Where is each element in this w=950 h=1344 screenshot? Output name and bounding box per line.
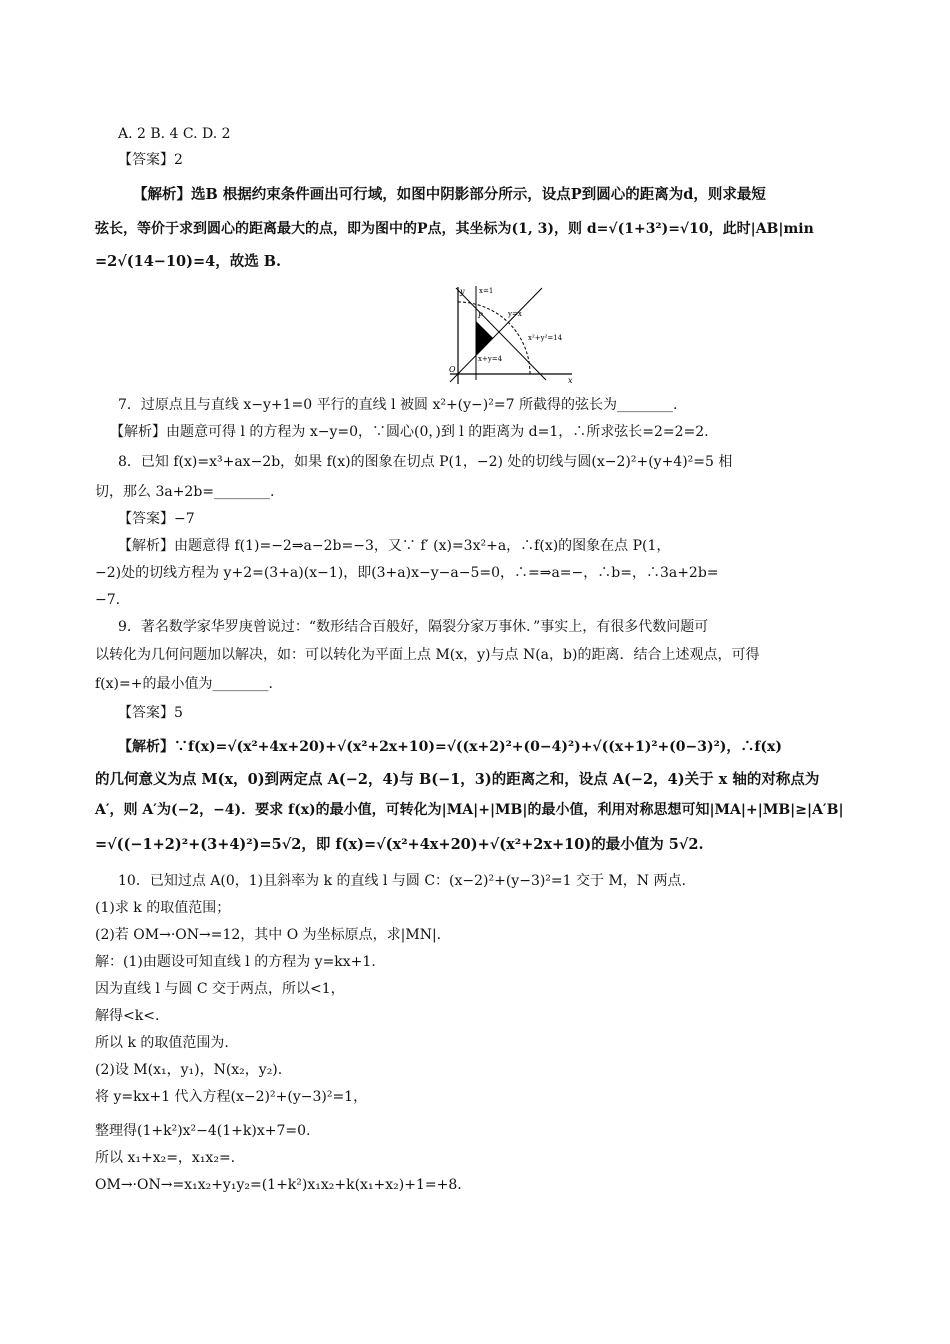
answer-line: 【答案】−7 — [118, 511, 195, 527]
analysis-line: 的几何意义为点 M(x，0)到两定点 A(−2，4)与 B(−1，3)的距离之和，设点 A(−2，4)关于 x 轴的对称点为 — [95, 771, 820, 788]
point-p-label: P — [478, 312, 483, 320]
solution-line: (1)求 k 的取值范围； — [95, 900, 231, 916]
answer-line: 【答案】2 — [118, 152, 183, 168]
solution-line: (2)若 OM→·ON→=12，其中 O 为坐标原点，求|MN|. — [95, 927, 442, 943]
analysis-line: 【解析】选B 根据约束条件画出可行域，如图中阴影部分所示，设点P到圆心的距离为d，则求最短 — [133, 186, 766, 203]
solution-line: (2)设 M(x₁，y₁)，N(x₂，y₂). — [95, 1062, 283, 1078]
answer-line: 【答案】5 — [118, 705, 183, 721]
analysis-line: 弦长，等价于求到圆心的距离最大的点，即为图中的P点，其坐标为(1, 3)，则 d=√(1+3²)=√10，此时|AB|min — [95, 221, 814, 237]
circle-label: x²+y²=14 — [528, 334, 563, 342]
solution-line: 所以 x₁+x₂=，x₁x₂=. — [95, 1150, 236, 1166]
origin-label: O — [449, 365, 456, 374]
question-7: 7．过原点且与直线 x−y+1=0 平行的直线 l 被圆 x²+(y−)²=7 所截得的弦长为________. — [118, 397, 678, 413]
y-axis-label: y — [460, 287, 465, 296]
question-8: 切，那么 3a+2b=________. — [95, 484, 275, 500]
analysis-line: 【解析】∵f(x)=√(x²+4x+20)+√(x²+2x+10)=√((x+2)²+(0−4)²)+√((x+1)²+(0−3)²)，∴f(x) — [118, 739, 783, 755]
solution-line: 将 y=kx+1 代入方程(x−2)²+(y−3)²=1， — [95, 1089, 368, 1105]
analysis-line: −7. — [95, 592, 121, 608]
solution-line: 解：(1)由题设可知直线 l 的方程为 y=kx+1. — [95, 954, 376, 970]
analysis-line: 【解析】由题意得 f(1)=−2⇒a−2b=−3，又∵ f′ (x)=3x²+a，∴f(x)的图象在点 P(1， — [118, 538, 671, 554]
question-9: 以转化为几何问题加以解决，如：可以转化为平面上点 M(x，y)与点 N(a，b)的距离．结合上述观点，可得 — [95, 647, 760, 663]
question-8: 8．已知 f(x)=x³+ax−2b，如果 f(x)的图象在切点 P(1，−2) 处的切线与圆(x−2)²+(y+4)²=5 相 — [118, 454, 733, 470]
line-yx-label: y=x — [508, 310, 522, 318]
analysis-line: 【解析】由题意可得 l 的方程为 x−y=0，∵圆心(0，)到 l 的距离为 d=1，∴所求弦长=2=2=2. — [110, 424, 709, 440]
solution-line: 所以 k 的取值范围为. — [95, 1035, 229, 1051]
options-line: A. 2 B. 4 C. D. 2 — [118, 126, 231, 142]
question-9: f(x)=+的最小值为________. — [95, 676, 273, 692]
shaded-region — [476, 321, 493, 355]
solution-line: OM→·ON→=x₁x₂+y₁y₂=(1+k²)x₁x₂+k(x₁+x₂)+1=+8. — [95, 1177, 462, 1193]
analysis-line: −2)处的切线方程为 y+2=(3+a)(x−1)，即(3+a)x−y−a−5=0，∴=⇒a=−，∴b=，∴3a+2b= — [95, 565, 719, 581]
line-xy4-label: x+y=4 — [478, 355, 503, 363]
analysis-line: =2√(14−10)=4，故选 B. — [95, 253, 282, 270]
solution-line: 因为直线 l 与圆 C 交于两点，所以<1， — [95, 981, 345, 997]
analysis-line: =√((−1+2)²+(3+4)²)=5√2，即 f(x)=√(x²+4x+20)+√(x²+2x+10)的最小值为 5√2. — [95, 836, 704, 853]
question-9: 9．著名数学家华罗庚曾说过：“数形结合百般好，隔裂分家万事休．”事实上，有很多代数问题可 — [118, 619, 709, 635]
solution-line: 解得<k<. — [95, 1008, 160, 1024]
line-x1-label: x=1 — [479, 287, 494, 295]
analysis-line: A′，则 A′为(−2，−4)．要求 f(x)的最小值，可转化为|MA|+|MB|的最小值，利用对称思想可知|MA|+|MB|≥|A′B| — [95, 802, 844, 818]
feasible-region-figure — [442, 284, 577, 386]
solution-line: 整理得(1+k²)x²−4(1+k)x+7=0. — [95, 1123, 311, 1139]
x-axis-label: x — [568, 376, 573, 385]
question-10: 10．已知过点 A(0，1)且斜率为 k 的直线 l 与圆 C：(x−2)²+(y−3)²=1 交于 M，N 两点. — [118, 873, 686, 889]
